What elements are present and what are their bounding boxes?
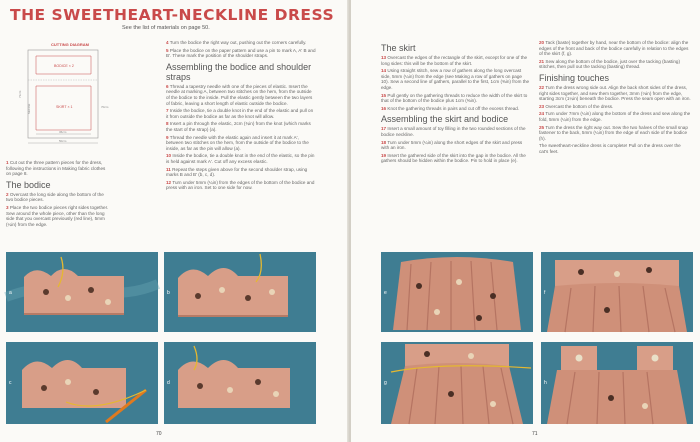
step-2: 2 Overcast the long side along the bottom of the two bodice pieces. bbox=[6, 191, 104, 203]
step-8: 8 Insert a pin through the elastic, 2cm (¾in) from the knot (which marks the start of the strap) (a). bbox=[166, 121, 311, 132]
step-5: 5 Place the bodice on the paper pattern and use a pin to mark A, A' B and B'. These mark the position of the shoulder straps. bbox=[166, 47, 316, 59]
step-16: 16 Knot the gathering threads in pairs and cut off the excess thread. bbox=[381, 105, 520, 111]
assembly-heading: Assembling the bodice and shoulder straps bbox=[166, 61, 312, 82]
photo-h-label: h bbox=[544, 380, 547, 386]
step-18: 18 Turn under 5mm (¼in) along the short edges of the skirt and press with an iron. bbox=[381, 139, 523, 151]
photo-f-label: f bbox=[544, 290, 546, 296]
step-24: 24 Turn under 7mm (¼in) along the bottom of the dress and sew along the fold, 5mm (¼in) from the edge. bbox=[539, 111, 691, 122]
photo-c-label: c bbox=[9, 380, 12, 386]
step-9: 9 Thread the needle with the elastic again and insert it at mark A', between two stitches on the hem, from the outside of the bodice to the inside, as far as the pin will allow (a). bbox=[166, 134, 309, 151]
photo-d bbox=[164, 342, 316, 424]
right-page bbox=[351, 0, 700, 442]
page-number-right: 71 bbox=[532, 431, 538, 437]
left-column-text bbox=[6, 160, 109, 229]
step-22: 22 Turn the dress wrong side out. Align the back short sides of the dress, right sides together, and sew them together, 3mm (⅛in) from the edge, starting 3cm (1¼in) beneath the bodice. Press the seam open with an iron. bbox=[539, 84, 691, 102]
step-3: 3 Place the two bodice pieces right sides together. Sew around the whole piece, other than the long side that you overcast previously (red line), 5mm (¼in) from the edge. bbox=[6, 204, 109, 227]
left-page bbox=[0, 0, 349, 442]
finishing-heading: Finishing touches bbox=[539, 72, 610, 83]
fold-label: fold line bbox=[27, 103, 31, 114]
skirt-heading: The skirt bbox=[381, 43, 416, 53]
page-number-left: 70 bbox=[156, 431, 162, 437]
dim-width-inner: 36cm bbox=[59, 130, 67, 134]
bodice-label: BODICE × 2 bbox=[54, 64, 74, 68]
page-title: THE SWEETHEART-NECKLINE DRESS bbox=[10, 6, 335, 24]
step-17: 17 Insert a small amount of toy filling in the two rounded sections of the bodice neckline. bbox=[381, 126, 526, 137]
step-14: 14 Using straight stitch, sew a row of gathers along the long overcast side, 5mm (¼in) from the edge (see Making a row of gathers on page 10). Sew a second line of gathers, parallel to the first, 1cm (⅜in) from the edge. bbox=[381, 68, 530, 90]
photo-a bbox=[6, 252, 158, 332]
photo-d-label: d bbox=[167, 380, 170, 386]
step-12: 12 Turn under 5mm (¼in) from the edges of the bottom of the bodice and press with an iron. Set to one side for now. bbox=[166, 179, 315, 191]
step-4: 4 Turn the bodice the right way out, pushing out the corners carefully. bbox=[166, 40, 307, 45]
step-19: 19 Insert the gathered side of the skirt into the gap in the bodice. All the gathers should be hidden within the bodice. Pin to hold in place (e). bbox=[381, 152, 526, 164]
step-7: 7 Inside the bodice, tie a double knot in the end of the elastic and pull on it from outside the bodice as far as the knot will allow. bbox=[166, 108, 314, 119]
dim-width: 50cm bbox=[59, 139, 67, 143]
dim-skirt-height: 70cm bbox=[101, 105, 109, 109]
bodice-heading: The bodice bbox=[6, 179, 51, 190]
photo-f bbox=[541, 252, 693, 332]
step-25: 25 Turn the dress the right way out. Sew the two halves of the small snap fastener to the back, 5mm (¼in) from the edge of each side of the bodice (h). bbox=[539, 124, 688, 141]
photo-g-label: g bbox=[384, 380, 387, 386]
photo-h bbox=[541, 342, 693, 424]
step-23: 23 Overcast the bottom of the dress. bbox=[539, 103, 614, 109]
cutting-diagram bbox=[6, 40, 107, 148]
step-13: 13 Overcast the edges of the rectangle of the skirt, except for one of the long sides: this will be the bottom of the skirt. bbox=[381, 55, 528, 66]
step-11: 11 Repeat the steps given above for the second shoulder strap, using marks B and B' (b, c, d). bbox=[166, 166, 308, 178]
closing-text: The sweetheart-neckline dress is complete! Pull on the dress over the cat's feet. bbox=[539, 143, 681, 154]
step-20: 20 Tack (baste) together by hand, near the bottom of the bodice: align the edges of the front and back of the bodice carefully in relation to the edges of the skirt (f, g). bbox=[539, 40, 689, 57]
right-column-2 bbox=[539, 40, 691, 157]
right-column-1 bbox=[381, 40, 531, 166]
skirt-label: SKIRT × 1 bbox=[56, 105, 73, 109]
step-10: 10 Inside the bodice, tie a double knot in the end of the elastic, so the pin is held against mark A'. Cut off any excess elastic. bbox=[166, 153, 315, 164]
step-6: 6 Thread a tapestry needle with one of the pieces of elastic. Insert the needle at marking A, between two stitches on the hem, from the outside of the bodice to the inside. Pull the elastic gently between the two layers of fabric, leaving a short length of elastic outside the bodice. bbox=[166, 83, 313, 106]
photo-e-label: e bbox=[384, 290, 387, 296]
photo-b bbox=[164, 252, 316, 332]
photo-b-label: b bbox=[167, 290, 170, 296]
photo-c bbox=[6, 342, 158, 424]
skirt-assembly-heading: Assembling the skirt and bodice bbox=[381, 114, 509, 125]
dim-height: 71cm bbox=[18, 90, 22, 98]
photo-e bbox=[381, 252, 533, 332]
middle-column-text bbox=[166, 40, 316, 193]
step-21: 21 Sew along the bottom of the bodice, just over the tacking (basting) stitches, then pull out the tacking (basting) thread. bbox=[539, 58, 680, 70]
photo-a-label: a bbox=[9, 290, 12, 296]
cutting-diagram-label: CUTTING DIAGRAM bbox=[51, 42, 89, 47]
photo-g bbox=[381, 342, 533, 424]
materials-reference: See the list of materials on page 50. bbox=[122, 25, 210, 31]
step-1: 1 Cut out the three pattern pieces for the dress, following the instructions in Making fabric clothes on page 8. bbox=[6, 160, 106, 177]
step-15: 15 Pull gently on the gathering threads to reduce the width of the skirt to that of the bottom of the bodice plus 1cm (⅜in). bbox=[381, 92, 528, 104]
